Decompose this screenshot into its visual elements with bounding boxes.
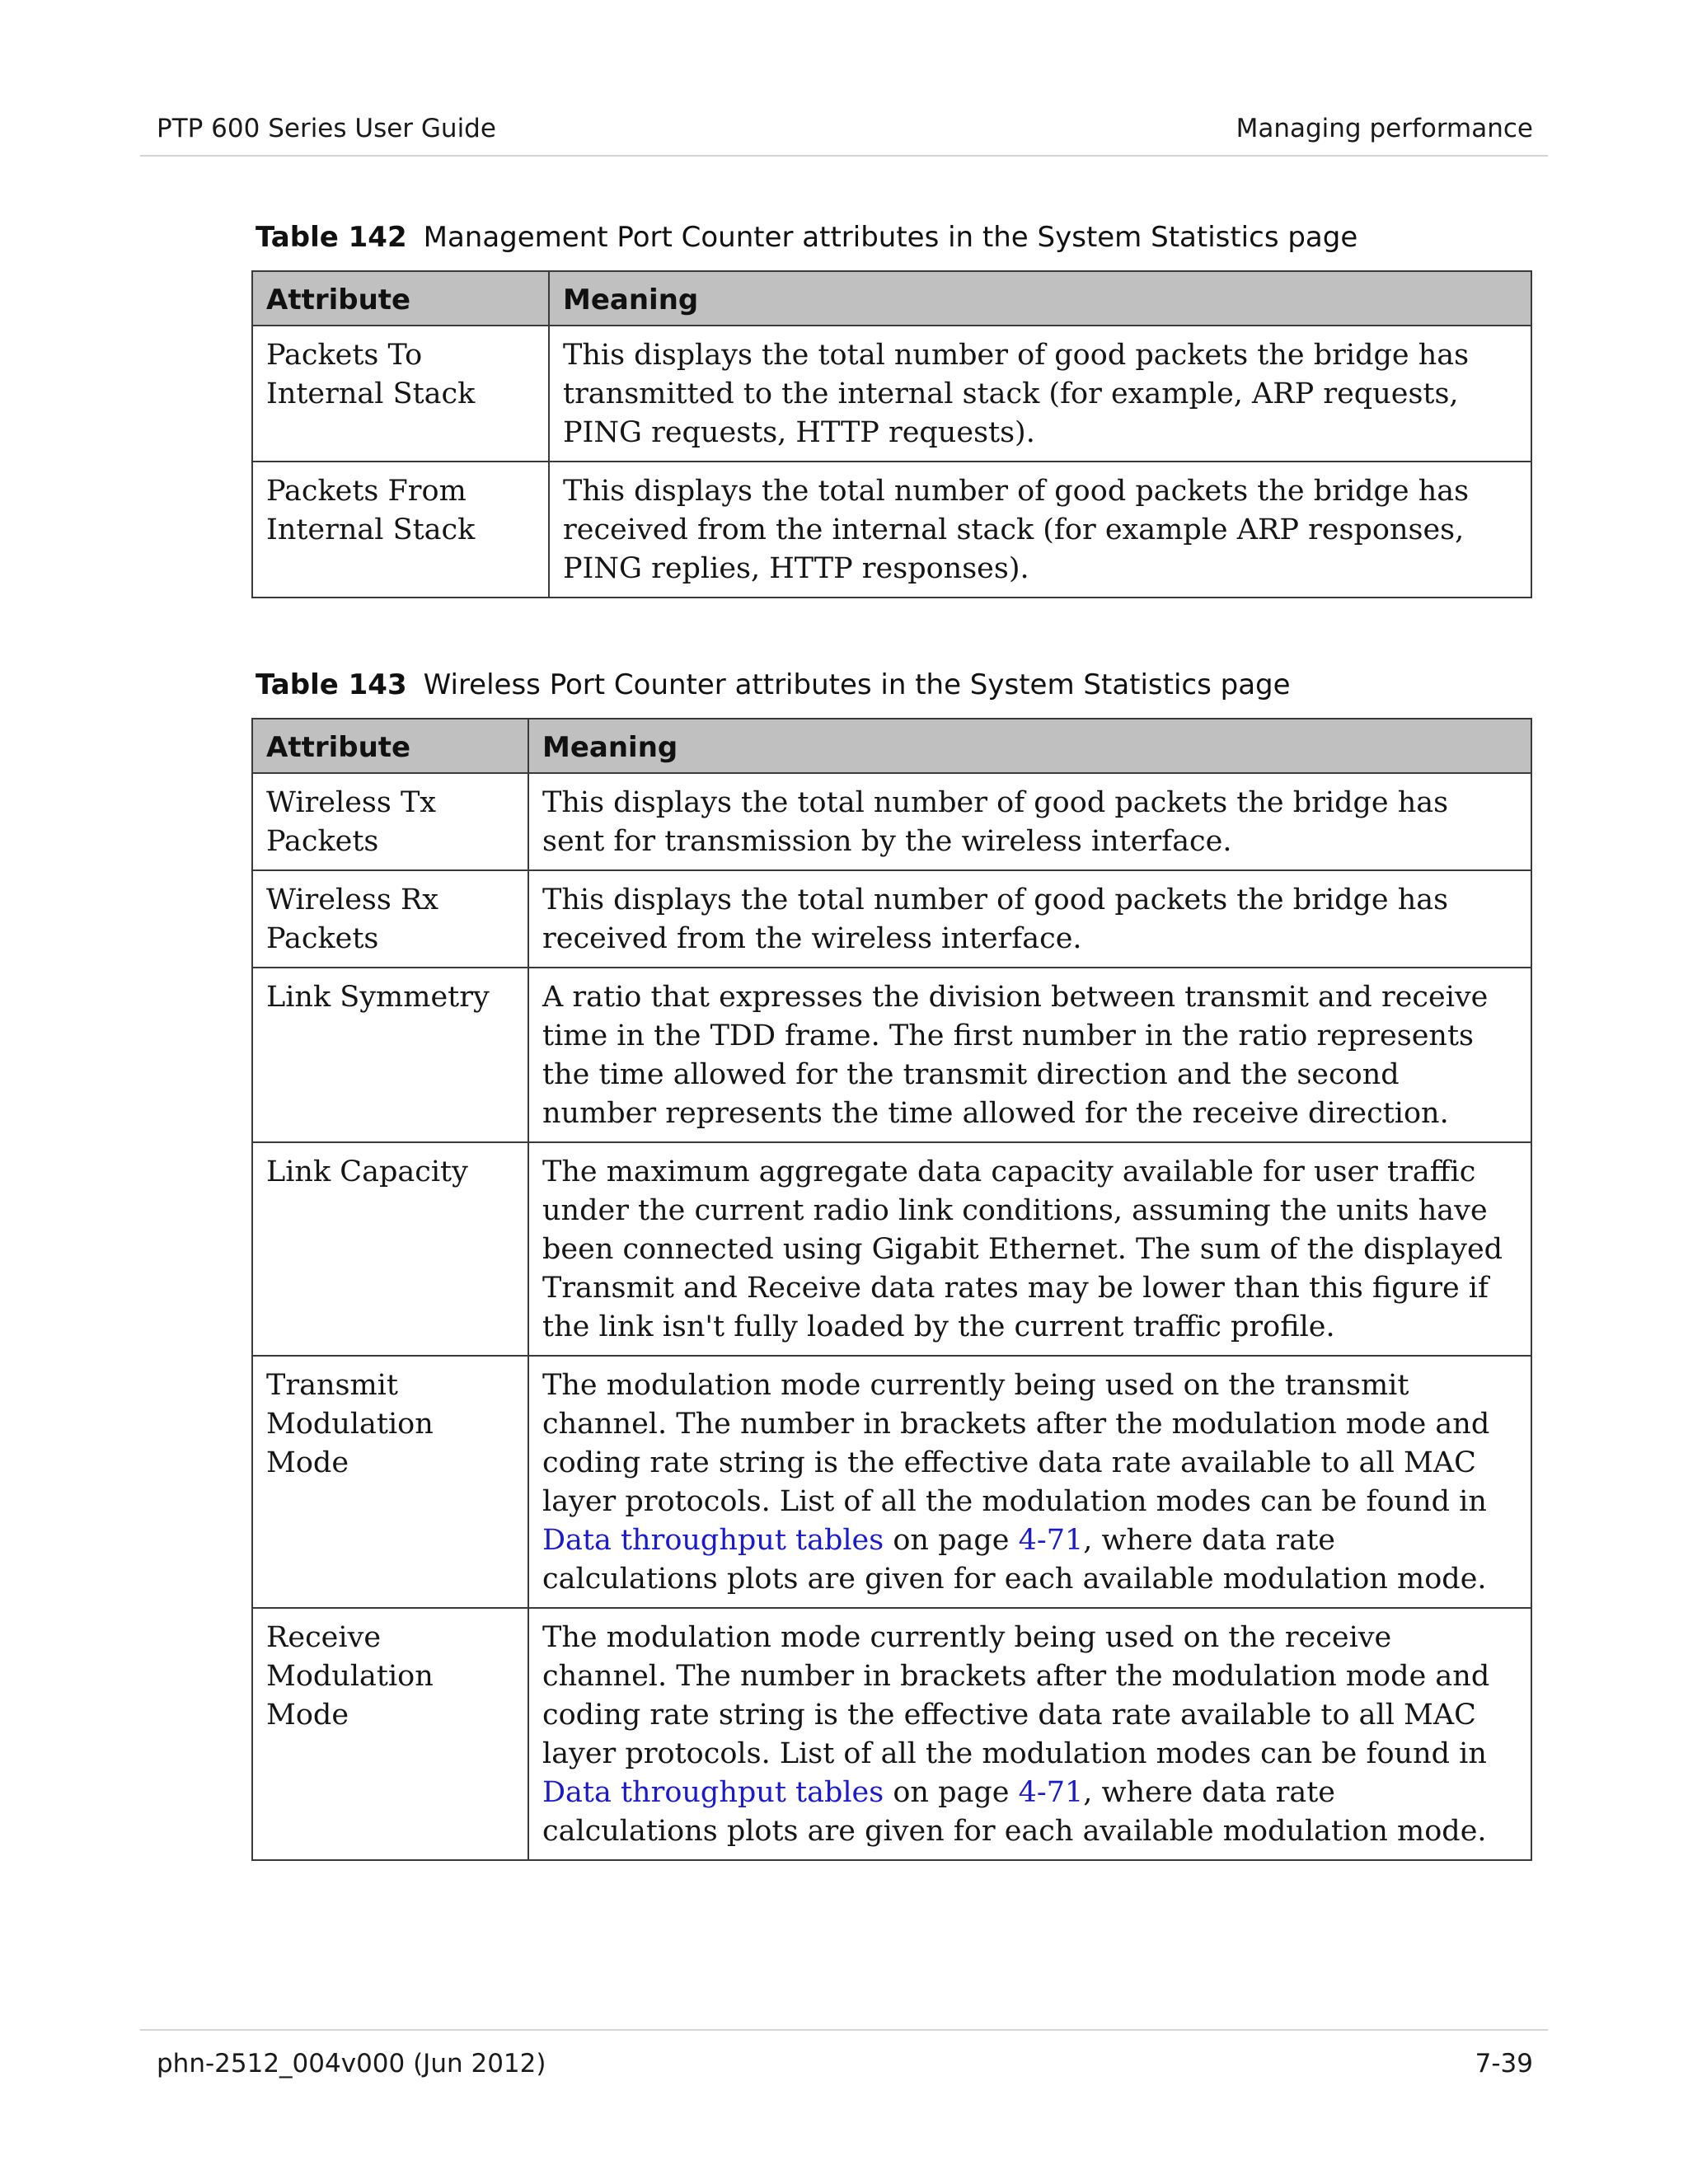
page-footer	[140, 2029, 1548, 2080]
meaning-text: The modulation mode currently being used on the receive channel. The number in brackets after the modulation mode and coding rate string is the effective data rate available to all MAC layer protocols. List of all the modulation modes can be found in	[542, 1621, 1490, 1770]
attribute-cell: Link Symmetry	[252, 968, 528, 1142]
data-throughput-tables-link[interactable]: Data throughput tables	[542, 1524, 884, 1557]
meaning-cell: The maximum aggregate data capacity available for user traffic under the current radio link conditions, assuming the units have been connected using Gigabit Ethernet. The sum of the displayed Transmit and Receive data rates may be lower than this figure if the link isn't fully loaded by the current traffic profile.	[528, 1142, 1531, 1356]
meaning-cell: This displays the total number of good packets the bridge has sent for transmission by the wireless interface.	[528, 773, 1531, 870]
meaning-cell	[528, 1608, 1531, 1860]
meaning-cell: This displays the total number of good packets the bridge has received from the internal stack (for example ARP responses, PING replies, HTTP responses).	[549, 462, 1531, 598]
table-row	[252, 326, 1531, 462]
table-142	[251, 270, 1532, 598]
table-row	[252, 773, 1531, 870]
table-row	[252, 1356, 1531, 1608]
meaning-cell: This displays the total number of good packets the bridge has transmitted to the internal stack (for example, ARP requests, PING requests, HTTP requests).	[549, 326, 1531, 462]
attribute-cell: Link Capacity	[252, 1142, 528, 1356]
meaning-text: on page	[884, 1524, 1019, 1557]
table-row	[252, 1608, 1531, 1860]
column-header-attribute: Attribute	[252, 719, 528, 773]
attribute-cell: Packets To Internal Stack	[252, 326, 549, 462]
table-142-caption	[256, 221, 1357, 254]
column-header-attribute: Attribute	[252, 271, 549, 326]
table-142-number: Table 142	[256, 221, 407, 254]
attribute-cell: Wireless Tx Packets	[252, 773, 528, 870]
data-throughput-tables-link[interactable]: Data throughput tables	[542, 1776, 884, 1809]
meaning-text: on page	[884, 1776, 1019, 1809]
header-section-title: Managing performance	[1236, 114, 1533, 143]
attribute-cell: Packets From Internal Stack	[252, 462, 549, 598]
table-header-row	[252, 719, 1531, 773]
meaning-cell	[528, 1356, 1531, 1608]
meaning-text: , where data rate calculations plots are given for each available modulation mode.	[542, 1776, 1487, 1848]
table-143-number: Table 143	[256, 668, 407, 701]
column-header-meaning: Meaning	[528, 719, 1531, 773]
attribute-cell: Receive Modulation Mode	[252, 1608, 528, 1860]
header-doc-title: PTP 600 Series User Guide	[157, 114, 496, 143]
footer-doc-id: phn-2512_004v000 (Jun 2012)	[157, 2049, 546, 2079]
page-reference-link[interactable]: 4-71	[1018, 1776, 1084, 1809]
page-reference-link[interactable]: 4-71	[1018, 1524, 1084, 1557]
table-row	[252, 462, 1531, 598]
table-header-row	[252, 271, 1531, 326]
attribute-cell: Wireless Rx Packets	[252, 870, 528, 968]
column-header-meaning: Meaning	[549, 271, 1531, 326]
table-143	[251, 718, 1532, 1861]
meaning-cell: This displays the total number of good packets the bridge has received from the wireless interface.	[528, 870, 1531, 968]
meaning-text: , where data rate calculations plots are given for each available modulation mode.	[542, 1524, 1487, 1596]
meaning-text: The modulation mode currently being used on the transmit channel. The number in brackets after the modulation mode and coding rate string is the effective data rate available to all MAC layer protocols. List of all the modulation modes can be found in	[542, 1369, 1490, 1518]
attribute-cell: Transmit Modulation Mode	[252, 1356, 528, 1608]
meaning-cell: A ratio that expresses the division between transmit and receive time in the TDD frame. The first number in the ratio represents the time allowed for the transmit direction and the second number represents the time allowed for the receive direction.	[528, 968, 1531, 1142]
page-header	[140, 112, 1548, 157]
table-142-title: Management Port Counter attributes in the System Statistics page	[423, 221, 1358, 254]
table-143-title: Wireless Port Counter attributes in the System Statistics page	[423, 668, 1291, 701]
table-row	[252, 1142, 1531, 1356]
page-number: 7-39	[1475, 2049, 1533, 2079]
table-row	[252, 968, 1531, 1142]
table-row	[252, 870, 1531, 968]
table-143-caption	[256, 668, 1291, 701]
